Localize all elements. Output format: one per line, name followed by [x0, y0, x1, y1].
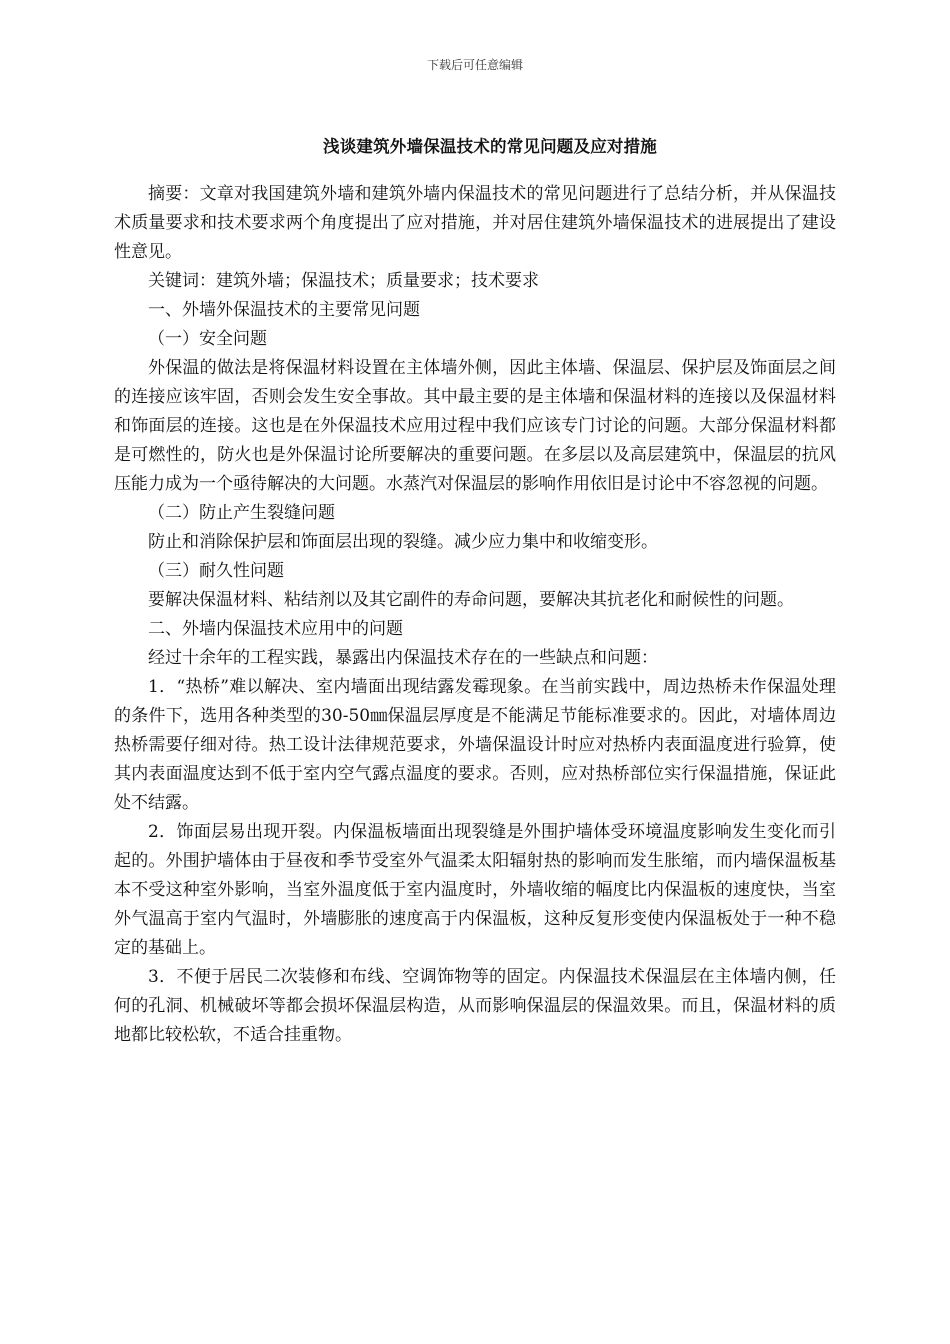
subsection-heading-cracks: （二）防止产生裂缝问题	[148, 503, 335, 523]
keywords-paragraph: 关键词：建筑外墙；保温技术；质量要求；技术要求	[148, 271, 539, 291]
abstract-paragraph: 摘要：文章对我国建筑外墙和建筑外墙内保温技术的常见问题进行了总结分析，并从保温技术质量要求和技术要求两个角度提出了应对措施，并对居住建筑外墙保温技术的进展提出了建设性意见。	[114, 184, 836, 262]
document-body	[114, 180, 836, 1050]
section-heading-2: 二、外墙内保温技术应用中的问题	[148, 619, 403, 639]
subsection-heading-safety: （一）安全问题	[148, 329, 267, 349]
section-heading-1: 一、外墙外保温技术的主要常见问题	[148, 300, 420, 320]
subsection-heading-durability: （三）耐久性问题	[148, 561, 284, 581]
header-note: 下载后可任意编辑	[426, 58, 523, 72]
numbered-item-1: 1．“热桥”难以解决、室内墙面出现结露发霉现象。在当前实践中，周边热桥未作保温处理的条件下，选用各种类型的30-50㎜保温层厚度是不能满足节能标准要求的。因此，对墙体周边热桥需要仔细对待。热工设计法律规范要求，外墙保温设计时应对热桥内表面温度进行验算，使其内表面温度达到不低于室内空气露点温度的要求。否则，应对热桥部位实行保温措施，保证此处不结露。	[114, 677, 836, 813]
numbered-item-3: 3．不便于居民二次装修和布线、空调饰物等的固定。内保温技术保温层在主体墙内侧，任何的孔洞、机械破坏等都会损坏保温层构造，从而影响保温层的保温效果。而且，保温材料的质地都比较松软，不适合挂重物。	[114, 967, 836, 1045]
document-title: 浅谈建筑外墙保温技术的常见问题及应对措施	[323, 137, 657, 156]
numbered-item-2: 2．饰面层易出现开裂。内保温板墙面出现裂缝是外围护墙体受环境温度影响发生变化而引起的。外围护墙体由于昼夜和季节受室外气温柔太阳辐射热的影响而发生胀缩，而内墙保温板基本不受这种室外影响，当室外温度低于室内温度时，外墙收缩的幅度比内保温板的速度快，当室外气温高于室内气温时，外墙膨胀的速度高于内保温板，这种反复形变使内保温板处于一种不稳定的基础上。	[114, 822, 836, 958]
body-paragraph: 要解决保温材料、粘结剂以及其它副件的寿命问题，要解决其抗老化和耐候性的问题。	[148, 590, 794, 610]
body-paragraph: 外保温的做法是将保温材料设置在主体墙外侧，因此主体墙、保温层、保护层及饰面层之间的连接应该牢固，否则会发生安全事故。其中最主要的是主体墙和保温材料的连接以及保温材料和饰面层的连接。这也是在外保温技术应用过程中我们应该专门讨论的问题。大部分保温材料都是可燃性的，防火也是外保温讨论所要解决的重要问题。在多层以及高层建筑中，保温层的抗风压能力成为一个亟待解决的大问题。水蒸汽对保温层的影响作用依旧是讨论中不容忽视的问题。	[114, 358, 836, 494]
body-paragraph: 防止和消除保护层和饰面层出现的裂缝。减少应力集中和收缩变形。	[148, 532, 658, 552]
body-paragraph: 经过十余年的工程实践，暴露出内保温技术存在的一些缺点和问题：	[148, 648, 658, 668]
